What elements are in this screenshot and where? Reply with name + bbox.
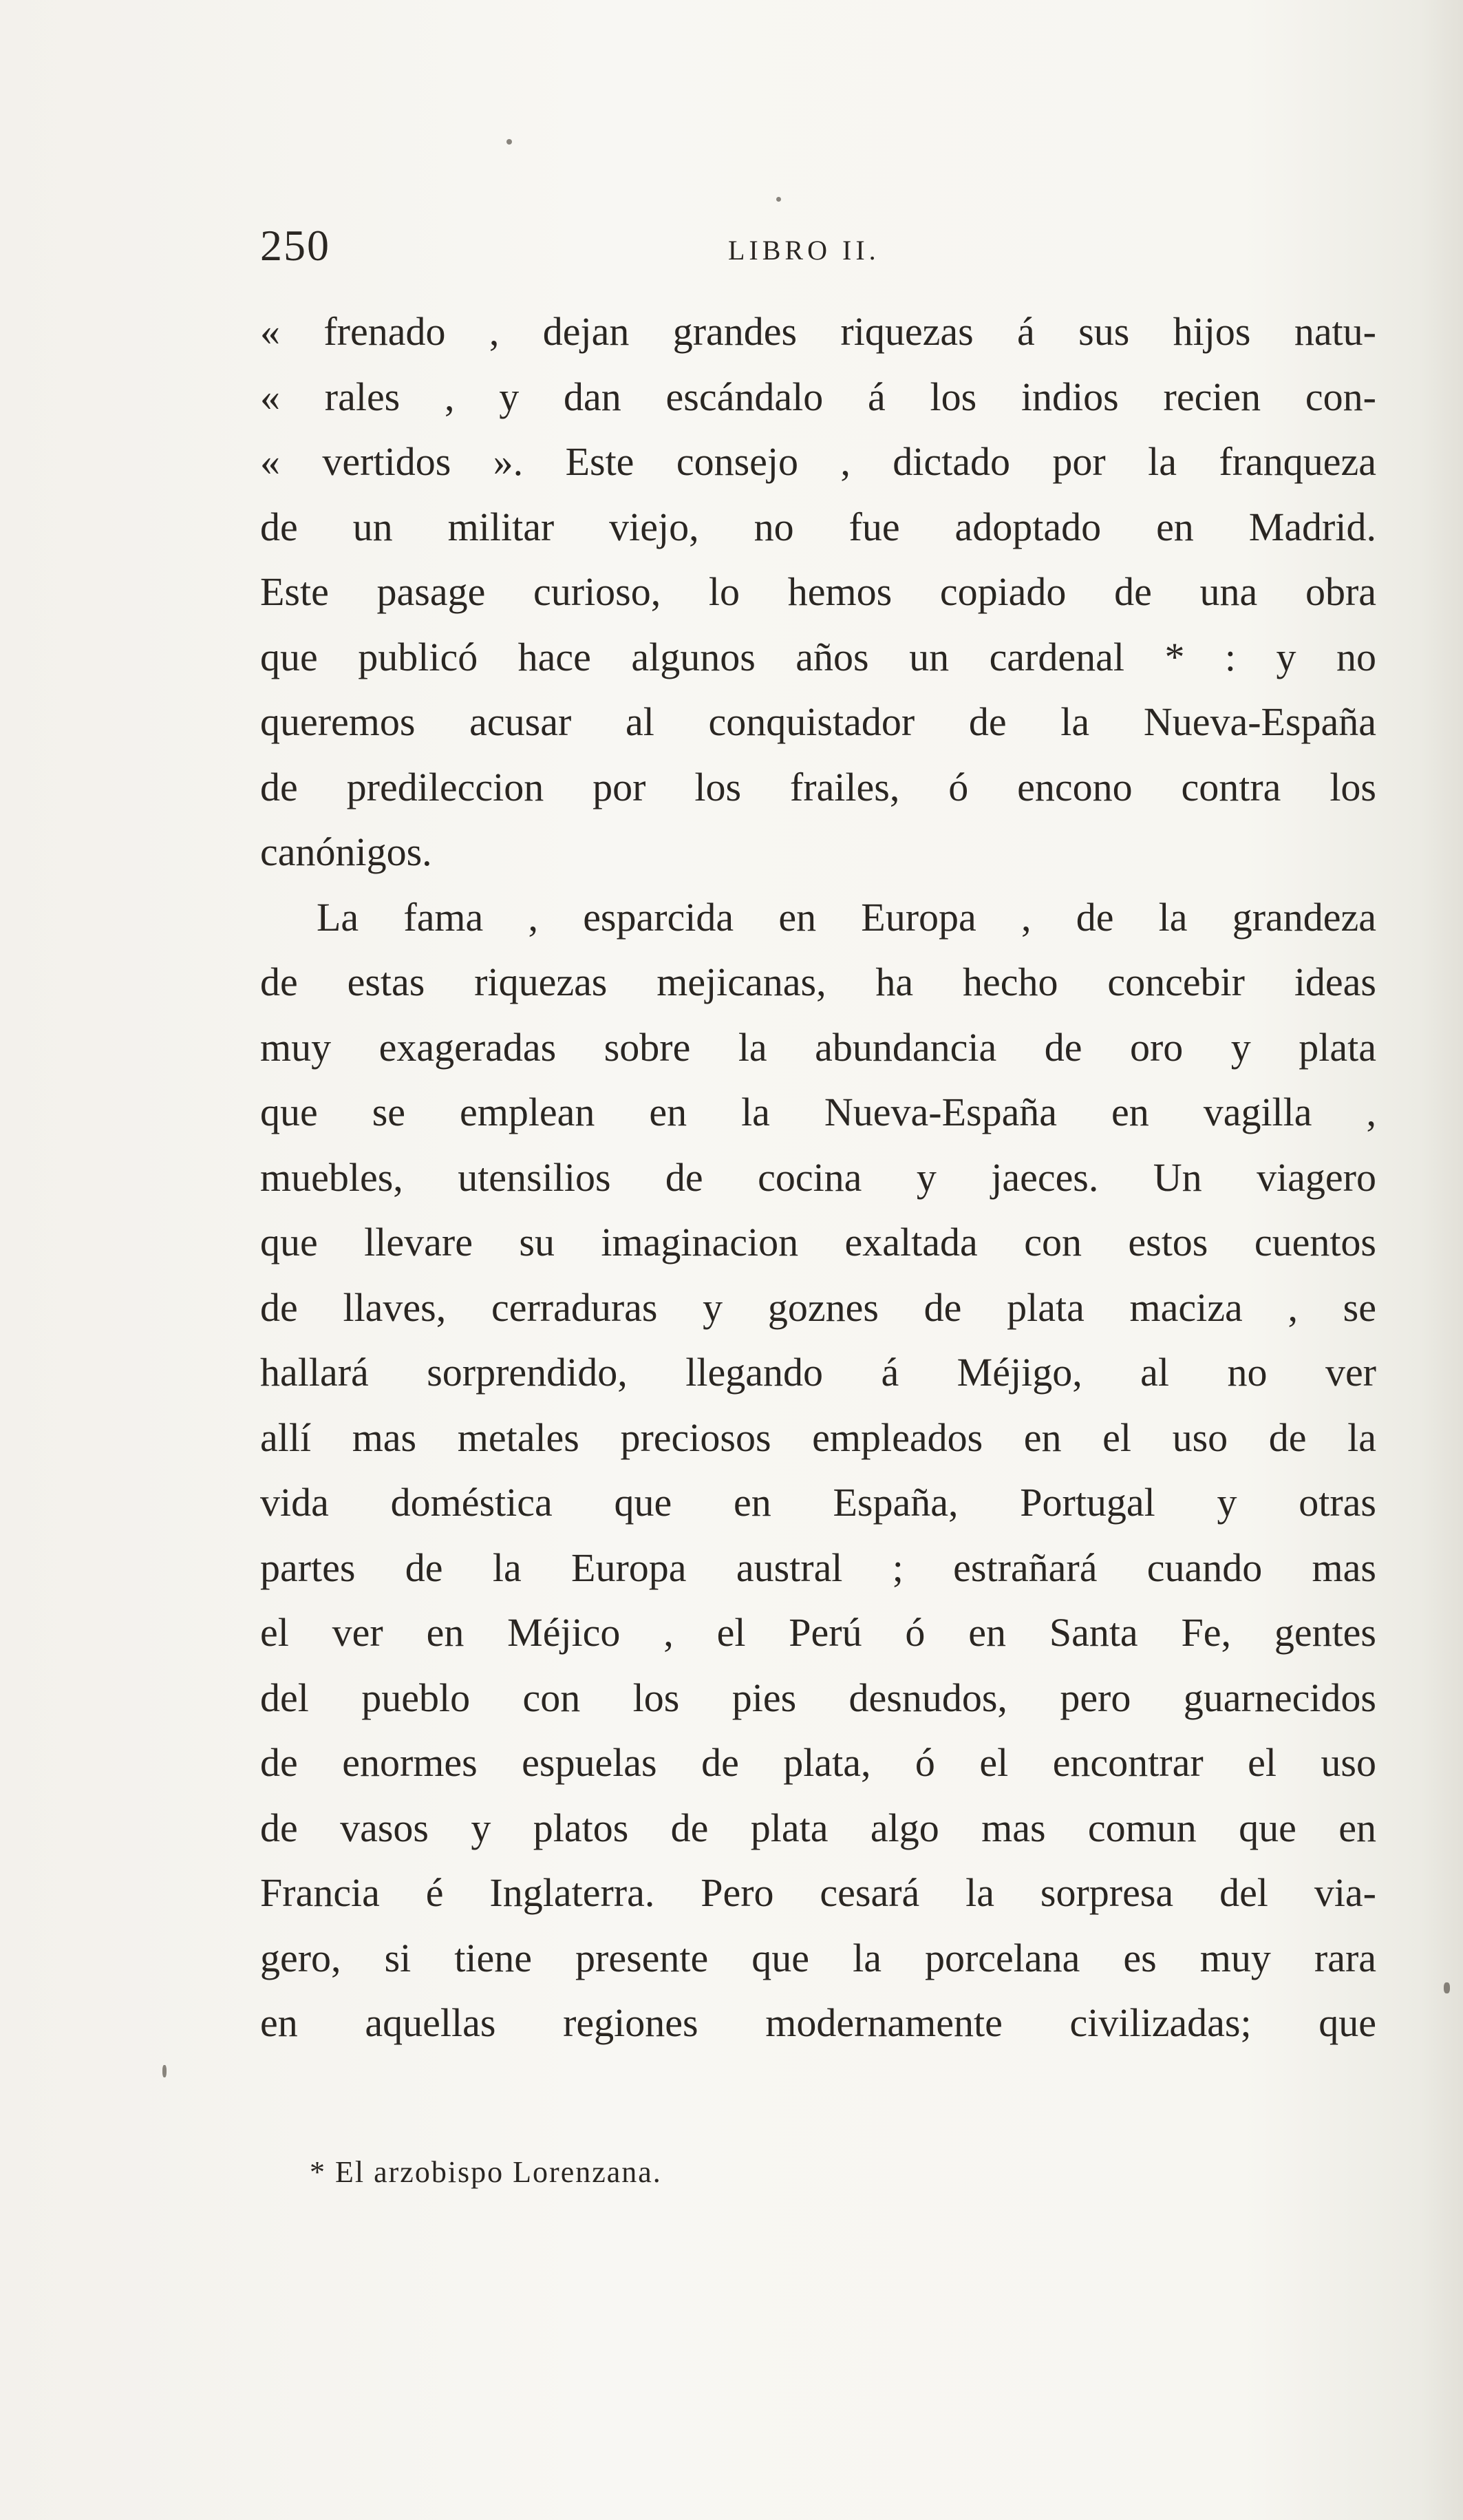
text-line: hallará sorprendido, llegando á Méjigo, al no ver [260,1350,1376,1395]
ink-speck [776,197,781,202]
body-text [260,299,1376,2056]
text-line: de llaves, cerraduras y goznes de plata maciza , se [260,1284,1376,1330]
text-line: muy exageradas sobre la abundancia de oro y plata [260,1024,1376,1070]
text-line: que se emplean en la Nueva-España en vagilla , [260,1090,1376,1134]
running-head: LIBRO II. [728,235,880,266]
text-line: que llevare su imaginacion exaltada con estos cuentos [260,1220,1376,1264]
text-line: Este pasage curioso, lo hemos copiado de una obra [260,569,1376,614]
ink-speck [162,2065,167,2077]
text-line: allí mas metales preciosos empleados en el uso de la [260,1415,1376,1460]
text-line: de vasos y platos de plata algo mas comun que en [260,1805,1376,1850]
text-line: « frenado , dejan grandes riquezas á sus hijos natu- [260,309,1376,354]
text-line: gero, si tiene presente que la porcelana es muy rara [260,1935,1376,1980]
text-line: queremos acusar al conquistador de la Nueva-España [260,699,1376,744]
text-line: Francia é Inglaterra. Pero cesará la sorpresa del via- [260,1870,1376,1915]
text-line: que publicó hace algunos años un cardenal * : y no [260,634,1376,679]
text-line: La fama , esparcida en Europa , de la grandeza [317,894,1376,940]
ink-speck [1444,1982,1450,1993]
page-header [260,220,1376,282]
text-line: de estas riquezas mejicanas, ha hecho concebir ideas [260,960,1376,1004]
text-line: « rales , y dan escándalo á los indios recien con- [260,374,1376,419]
page-number: 250 [260,221,330,270]
text-line: de enormes espuelas de plata, ó el encontrar el uso [260,1740,1376,1785]
text-line: en aquellas regiones modernamente civilizadas; que [260,2000,1376,2045]
footnote: * El arzobispo Lorenzana. [310,2155,662,2189]
text-line: muebles, utensilios de cocina y jaeces. Un viagero [260,1154,1376,1200]
text-line: del pueblo con los pies desnudos, pero guarnecidos [260,1675,1376,1720]
text-line: vida doméstica que en España, Portugal y otras [260,1480,1376,1525]
text-line: partes de la Europa austral ; estrañará cuando mas [260,1545,1376,1590]
text-line: canónigos. [260,829,432,874]
text-line: de un militar viejo, no fue adoptado en Madrid. [260,504,1376,549]
text-line: el ver en Méjico , el Perú ó en Santa Fe, gentes [260,1610,1376,1655]
text-line: de predileccion por los frailes, ó encono contra los [260,764,1376,809]
ink-speck [506,139,512,145]
text-line: « vertidos ». Este consejo , dictado por la franqueza [260,439,1376,484]
